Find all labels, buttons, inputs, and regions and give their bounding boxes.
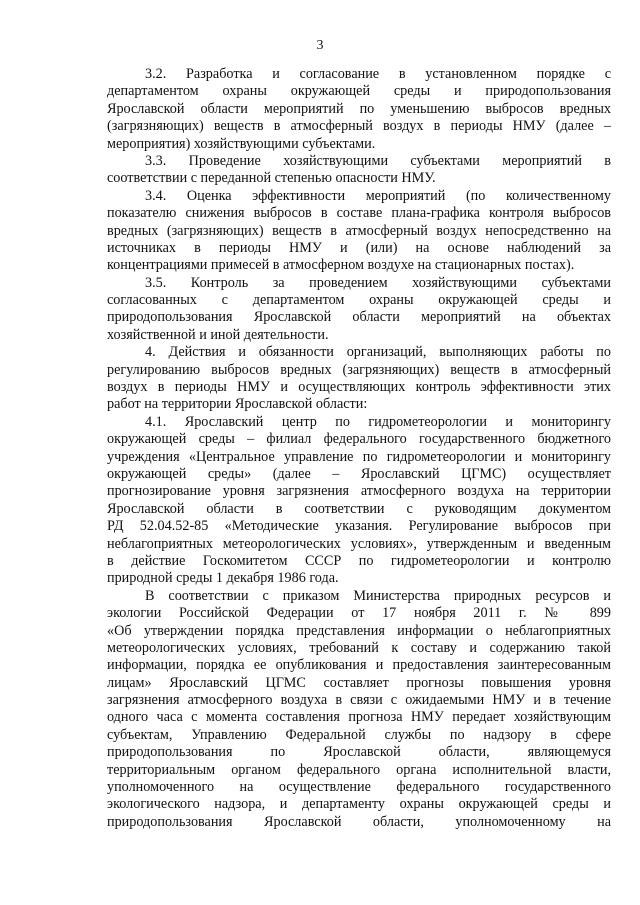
text-line: мероприятия) хозяйствующими субъектами. [107,135,376,152]
text-line: метеорологических условиях, требований к составу и содержанию такой [107,639,611,656]
text-line: информации, порядка ее опубликования и предоставления заинтересованным [107,657,611,674]
text-line: одного часа с момента составления прогноза НМУ передает хозяйствующим [107,709,611,726]
text-line: В соответствии с приказом Министерства природных ресурсов и [145,587,611,604]
text-line: неблагоприятных метеорологических условиях», утвержденным и введенным [107,535,611,552]
text-line: экологии Российской Федерации от 17 ноября 2011 г. № 899 [107,605,611,622]
text-line: 4.1. Ярославский центр по гидрометеорологии и мониторингу [145,413,611,430]
text-line: лицам» Ярославский ЦГМС составляет прогнозы повышения уровня [107,674,611,691]
text-line: соответствии с переданной степенью опасности НМУ. [107,170,436,187]
text-line: работ на территории Ярославской области: [107,396,368,413]
text-line: учреждения «Центральное управление по гидрометеорологии и мониторингу [107,448,611,465]
text-line: природопользования Ярославской области, уполномоченному на [107,813,611,830]
text-line: регулированию выбросов вредных (загрязняющих) веществ в атмосферный [107,361,611,378]
text-line: 3.5. Контроль за проведением хозяйствующими субъектами [145,274,611,291]
text-line: 3.2. Разработка и согласование в установленном порядке с [145,66,611,82]
text-line: территориальным органом федерального органа исполнительной власти, [107,761,611,778]
text-line: согласованных с департаментом охраны окружающей среды и [107,292,611,309]
text-line: природопользования по Ярославской области, являющемуся [107,744,611,761]
text-line: уполномоченного на осуществление федерального государственного [107,779,611,796]
text-line: показателю снижения выбросов в составе плана-графика контроля выбросов [107,205,611,222]
text-line: субъектам, Управлению Федеральной службы по надзору в сфере [107,726,611,743]
text-line: Ярославской области в соответствии с руководящим документом [107,500,611,517]
document-body [107,66,611,831]
text-line: вредных (загрязняющих) веществ в атмосферный воздух непосредственно на [107,222,611,239]
text-line: экологического надзора, и департаменту охраны окружающей среды и [107,796,611,813]
text-line: источниках в периоды НМУ и (или) на основе наблюдений за [107,239,611,256]
text-line: (загрязняющих) веществ в атмосферный воздух в периоды НМУ (далее – [107,118,611,135]
text-line: природопользования Ярославской области мероприятий на объектах [107,309,611,326]
text-line: воздух в периоды НМУ и осуществляющих контроль эффективности этих [107,379,611,396]
text-line: в действие Госкомитетом СССР по гидрометеорологии и контролю [107,552,611,569]
text-line: «Об утверждении порядка представления информации о неблагоприятных [107,622,611,639]
text-line: окружающей среды» (далее – Ярославский ЦГМС) осуществляет [107,465,611,482]
text-line: 4. Действия и обязанности организаций, выполняющих работы по [145,344,611,361]
text-line: 3.4. Оценка эффективности мероприятий (по количественному [145,187,611,204]
text-line: концентрациями примесей в атмосферном воздухе на стационарных постах). [107,257,575,274]
text-line: природной среды 1 декабря 1986 года. [107,570,339,587]
text-line: окружающей среды – филиал федерального государственного бюджетного [107,431,611,448]
text-line: 3.3. Проведение хозяйствующими субъектами мероприятий в [145,152,611,169]
text-line: хозяйственной и иной деятельности. [107,326,329,343]
page-number: 3 [316,38,324,53]
text-line: РД 52.04.52-85 «Методические указания. Регулирование выбросов при [107,518,611,535]
text-line: Ярославской области мероприятий по уменьшению выбросов вредных [107,100,611,117]
text-line: загрязнения атмосферного воздуха в связи с ожидаемыми НМУ и в течение [107,692,611,709]
text-line: прогнозирование уровня загрязнения атмосферного воздуха на территории [107,483,611,500]
text-line: департаментом охраны окружающей среды и природопользования [107,83,611,100]
